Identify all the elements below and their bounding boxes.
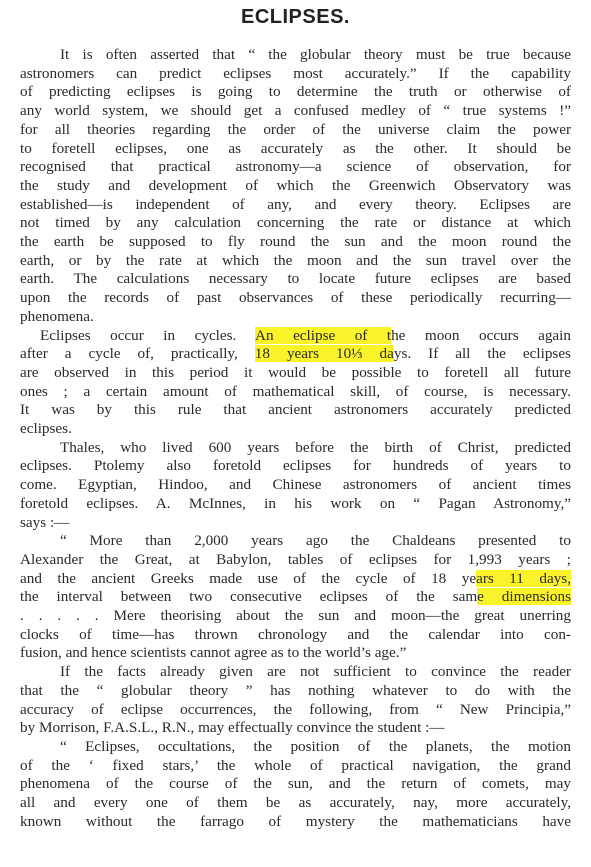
text-span: come. Egyptian, Hindoo, and Chinese astronomers of ancient times	[20, 476, 571, 494]
text-span: for all theories regarding the order of the universe claim the power	[20, 120, 571, 138]
text-span: are observed in this period it would be possible to foretell all future	[20, 363, 571, 381]
text-line	[20, 813, 571, 831]
text-line	[20, 701, 571, 719]
text-span: of predicting eclipses is going to determine the truth or otherwise of	[20, 83, 571, 101]
text-line	[20, 401, 571, 419]
text-span: If the facts already given are not sufficient to convince the reader	[60, 663, 571, 681]
text-span: all and every one of them be as accurately, nay, more accurately,	[20, 794, 571, 811]
text-span: the earth be supposed to fly round the sun and the moon round the	[20, 233, 571, 250]
text-line	[20, 252, 571, 270]
text-line	[20, 439, 571, 457]
highlighted-text: ars 11 days,	[476, 569, 571, 587]
text-span: astronomers can predict eclipses most accurately.” If the capability	[20, 64, 571, 82]
text-line	[20, 308, 571, 326]
text-line	[20, 65, 571, 83]
text-span: the study and development of which the Greenwich Observatory was	[20, 176, 571, 194]
text-span: known without the farrago of mystery the mathematicians have	[20, 812, 571, 830]
text-line	[20, 158, 571, 176]
text-line	[20, 682, 571, 700]
text-line	[20, 177, 571, 195]
text-line	[20, 663, 571, 681]
text-span: . . . . . Mere theorising about the sun and moon—the great unerring	[20, 607, 571, 624]
text-span: of the ‘ fixed stars,’ the whole of practical navigation, the grand	[20, 756, 571, 774]
text-span: to foretell eclipses, one as accurately as the other. It should be	[20, 139, 571, 157]
text-line	[20, 140, 571, 158]
text-line	[20, 644, 571, 662]
text-line	[20, 495, 571, 513]
text-line	[20, 214, 571, 232]
text-line	[20, 270, 571, 288]
text-span: foretold eclipses. A. McInnes, in his work on “ Pagan Astronomy,”	[20, 494, 571, 512]
text-line	[20, 46, 571, 64]
text-span: It is often asserted that “ the globular theory must be true because	[60, 46, 571, 63]
text-line	[20, 420, 571, 438]
text-span: upon the records of past observances of these periodically recurring—	[20, 289, 571, 307]
text-line	[20, 532, 571, 550]
text-line	[20, 233, 571, 251]
text-span: earth, or by the rate at which the moon and the sun travel over the	[20, 251, 571, 269]
text-line	[20, 719, 571, 737]
text-line	[20, 289, 571, 307]
text-span: not timed by any calculation concerning the rate or distance at which	[20, 214, 571, 232]
text-span: ones ; a certain amount of mathematical skill, of course, is necessary.	[20, 382, 571, 400]
text-line	[20, 364, 571, 382]
text-span: phenomena of the course of the sun, and the return of comets, may	[20, 775, 571, 793]
text-line	[20, 121, 571, 139]
text-span: eclipses. Ptolemy also foretold eclipses for hundreds of years to	[20, 457, 571, 475]
text-span: any world system, we should get a confused medley of “ true systems !”	[20, 102, 571, 120]
text-span: earth. The calculations necessary to locate future eclipses are based	[20, 270, 571, 288]
text-line	[20, 476, 571, 494]
text-line	[20, 794, 571, 812]
text-span: Alexander the Great, at Babylon, tables of eclipses for 1,993 years ;	[20, 550, 571, 568]
text-line	[20, 757, 571, 775]
highlighted-text: e dimensions	[477, 588, 571, 606]
text-span: recognised that practical astronomy—a science of observation, for	[20, 158, 571, 176]
text-line	[20, 738, 571, 756]
text-line	[20, 551, 571, 569]
text-line	[20, 345, 571, 363]
text-span: established—is independent of any, and every theory. Eclipses are	[20, 195, 571, 213]
text-line	[20, 196, 571, 214]
text-span: phenomena.	[20, 307, 94, 325]
text-line	[20, 514, 571, 532]
text-line	[20, 83, 571, 101]
text-span: says :—	[20, 513, 70, 531]
text-span: accuracy of eclipse occurrences, the following, from “ New Principia,”	[20, 700, 571, 718]
text-span: “ Eclipses, occultations, the position of the planets, the motion	[60, 737, 571, 755]
highlighted-text: An eclipse of t	[255, 326, 392, 344]
text-span: eclipses.	[20, 420, 72, 437]
page-title: ECLIPSES.	[241, 6, 350, 28]
text-line	[20, 327, 571, 345]
text-span: by Morrison, F.A.S.L., R.N., may effectually convince the student :—	[20, 719, 445, 737]
text-line	[20, 383, 571, 401]
text-span: that the “ globular theory ” has nothing whatever to do with the	[20, 681, 571, 699]
text-line	[20, 570, 571, 588]
text-line	[20, 775, 571, 793]
text-span: fusion, and hence scientists cannot agree as to the world’s age.”	[20, 644, 407, 662]
text-span: Eclipses occur in cycles.	[40, 326, 256, 344]
text-line	[20, 102, 571, 120]
text-span: after a cycle of, practically,	[20, 345, 255, 363]
text-span: clocks of time—has thrown chronology and the calendar into con-	[20, 625, 571, 643]
highlighted-text: 18 years 10⅓ da	[254, 345, 394, 363]
text-span: ys. If all the eclipses	[393, 345, 571, 363]
text-line	[20, 607, 571, 625]
text-span: and the ancient Greeks made use of the cycle of 18 ye	[20, 569, 477, 587]
text-line	[20, 588, 571, 606]
text-span: “ More than 2,000 years ago the Chaldeans presented to	[60, 532, 571, 550]
text-span: It was by this rule that ancient astronomers accurately predicted	[20, 401, 571, 419]
text-span: he moon occurs again	[391, 326, 571, 344]
text-line	[20, 626, 571, 644]
text-span: Thales, who lived 600 years before the birth of Christ, predicted	[60, 438, 571, 456]
text-line	[20, 457, 571, 475]
text-span: the interval between two consecutive eclipses of the sam	[20, 588, 478, 606]
